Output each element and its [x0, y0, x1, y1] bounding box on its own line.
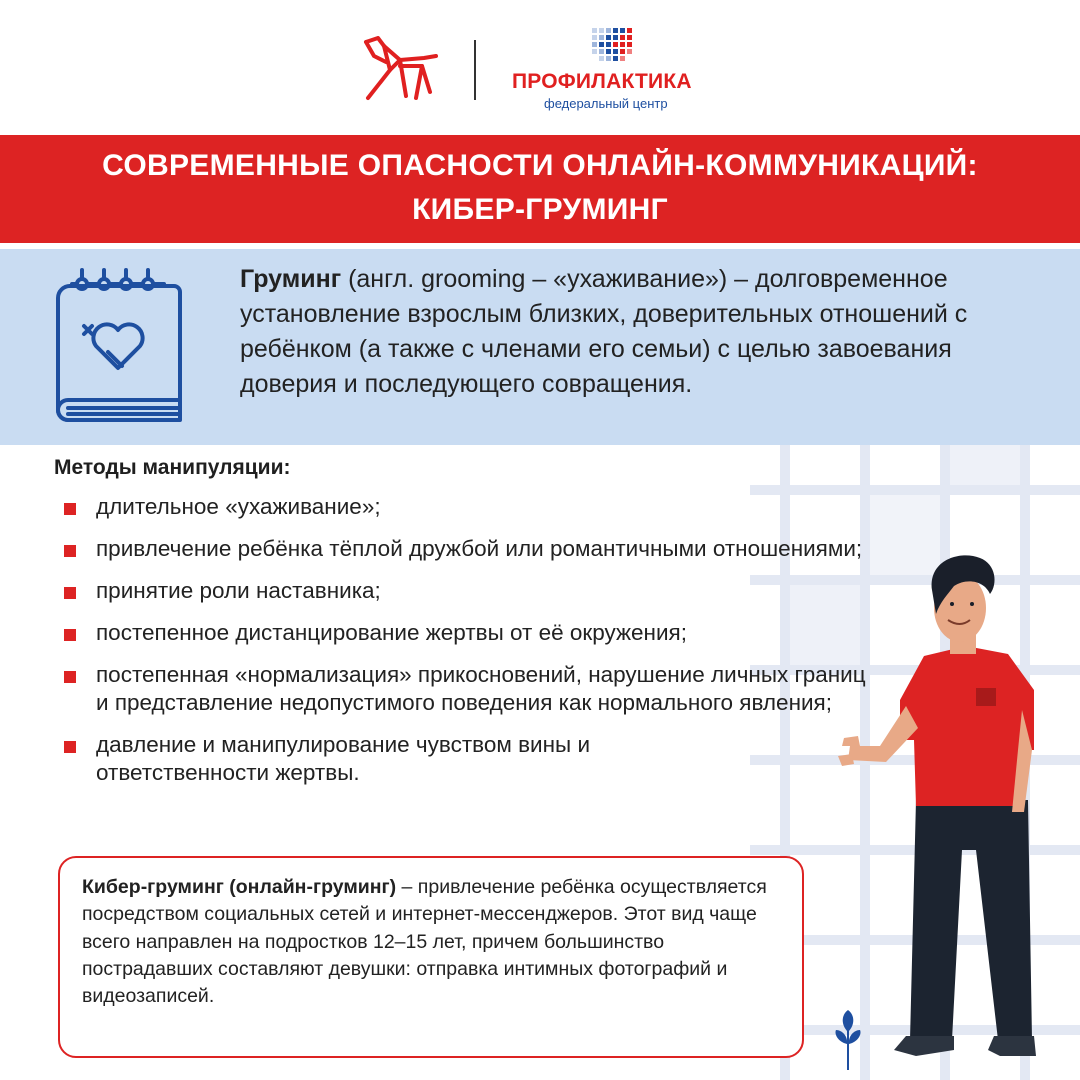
person-illustration: [820, 550, 1080, 1080]
list-item: [60, 577, 880, 605]
profilaktika-logo: [512, 28, 722, 118]
list-item-text: постепенное дистанцирование жертвы от её окружения;: [96, 620, 687, 645]
logo-subtitle: федеральный центр: [544, 96, 668, 111]
logo-title: ПРОФИЛАКТИКА: [512, 70, 692, 93]
header: [0, 0, 1080, 135]
definition-body: (англ. grooming – «ухаживание») – долговременное установление взрослым близких, доверительных отношений с ребёнком (а также с членами его семьи) с целью завоевания доверия и последующего совращения.: [240, 265, 968, 398]
list-item-text: постепенная «нормализация» прикосновений, нарушение личных границ и представление недопустимого поведения как нормального явления;: [96, 662, 866, 715]
list-item-text: длительное «ухаживание»;: [96, 494, 381, 519]
list-item: [60, 731, 736, 787]
callout-text: [82, 874, 782, 1010]
bullet-square-icon: [64, 741, 76, 753]
list-item: [60, 493, 880, 521]
definition-text: [240, 262, 1040, 402]
horse-logo-icon: [360, 36, 440, 102]
methods-list: [60, 493, 880, 801]
bullet-square-icon: [64, 587, 76, 599]
logo-divider: [474, 40, 476, 100]
calendar-heart-icon: [52, 268, 184, 426]
plant-icon: [830, 1010, 866, 1070]
bullet-square-icon: [64, 629, 76, 641]
title-band: [0, 135, 1080, 243]
bullet-square-icon: [64, 503, 76, 515]
list-item-text: привлечение ребёнка тёплой дружбой или романтичными отношениями;: [96, 536, 863, 561]
cyber-grooming-callout: [58, 856, 804, 1058]
list-item-text: принятие роли наставника;: [96, 578, 381, 603]
list-item: [60, 535, 880, 563]
list-item: [60, 661, 876, 717]
definition-term: Груминг: [240, 265, 342, 293]
page-title-line-2: КИБЕР-ГРУМИНГ: [412, 193, 668, 226]
methods-title: Методы манипуляции:: [54, 456, 291, 479]
list-item: [60, 619, 880, 647]
grid-logo-icon: [592, 28, 640, 64]
callout-term: Кибер-груминг (онлайн-груминг): [82, 876, 397, 898]
bullet-square-icon: [64, 545, 76, 557]
page-title-line-1: СОВРЕМЕННЫЕ ОПАСНОСТИ ОНЛАЙН-КОММУНИКАЦИЙ:: [102, 149, 978, 182]
bullet-square-icon: [64, 671, 76, 683]
callout-body: – привлечение ребёнка осуществляется посредством социальных сетей и интернет-мессенджеров. Этот вид чаще всего направлен на подростков 12–15 лет, причем большинство пострадавших составляют девушки: отправка интимных фотографий и видеозаписей.: [82, 876, 767, 1008]
list-item-text: давление и манипулирование чувством вины и ответственности жертвы.: [96, 732, 591, 785]
